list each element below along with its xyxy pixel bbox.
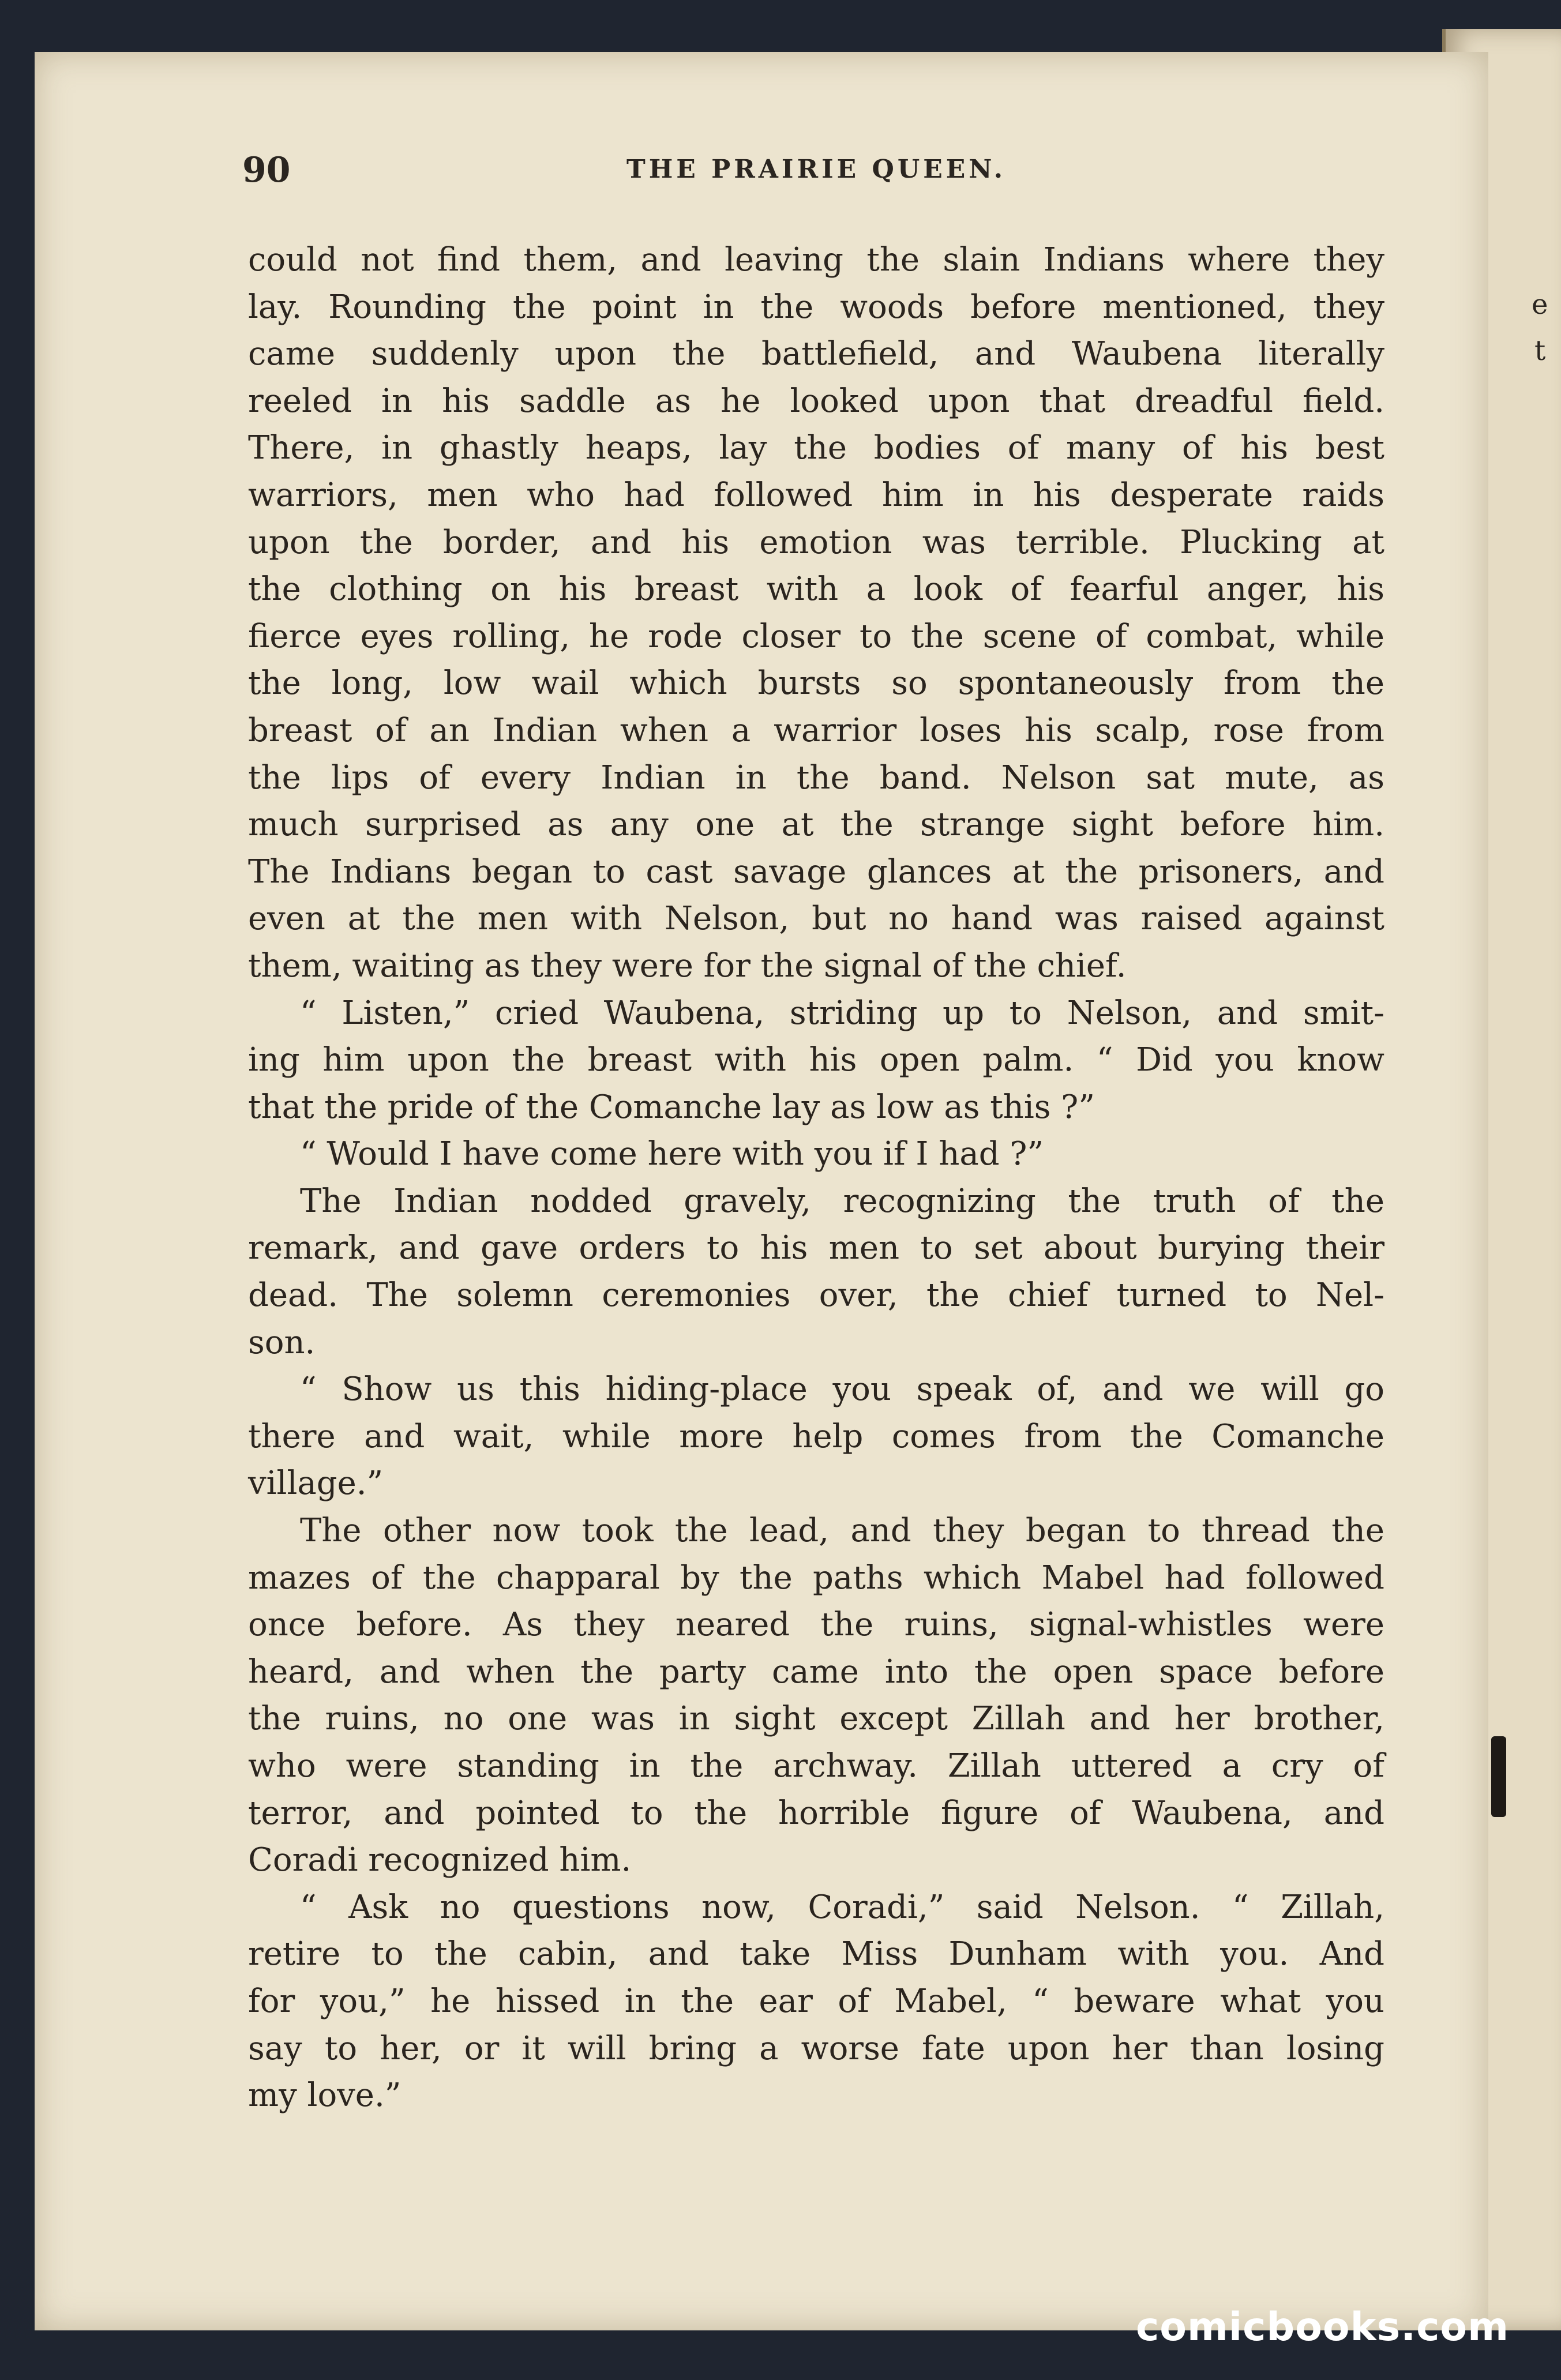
text-line: “ Would I have come here with you if I had ?”: [300, 1135, 1044, 1173]
text-line: once before. As they neared the ruins, signal-whistles were: [248, 1606, 1384, 1644]
text-line: warriors, men who had followed him in his desperate raids: [248, 476, 1384, 514]
text-line: remark, and gave orders to his men to set about burying their: [248, 1229, 1384, 1267]
watermark: comicbooks.com: [1135, 2304, 1509, 2350]
text-line: “ Listen,” cried Waubena, striding up to Nelson, and smit-: [300, 994, 1384, 1032]
text-line: the clothing on his breast with a look of fearful anger, his: [248, 570, 1384, 609]
text-line: for you,” he hissed in the ear of Mabel, “ beware what you: [248, 1982, 1384, 2020]
text-line: The Indian nodded gravely, recognizing the truth of the: [300, 1182, 1384, 1220]
text-line: ing him upon the breast with his open palm. “ Did you know: [248, 1041, 1384, 1079]
binding-mark: [1491, 1736, 1506, 1817]
text-line: them, waiting as they were for the signal of the chief.: [248, 947, 1127, 985]
text-line: The Indians began to cast savage glances at the prisoners, and: [248, 853, 1384, 891]
text-line: son.: [248, 1323, 316, 1361]
text-line: retire to the cabin, and take Miss Dunham with you. And: [248, 1935, 1384, 1973]
body-text: [248, 237, 1384, 2119]
text-line: upon the border, and his emotion was terrible. Plucking at: [248, 523, 1384, 561]
text-line: the long, low wail which bursts so spontaneously from the: [248, 665, 1384, 703]
text-line: There, in ghastly heaps, lay the bodies of many of his best: [248, 429, 1384, 467]
text-line: Coradi recognized him.: [248, 1841, 632, 1879]
text-line: the lips of every Indian in the band. Nelson sat mute, as: [248, 759, 1384, 797]
text-line: breast of an Indian when a warrior loses his scalp, rose from: [248, 711, 1384, 749]
text-line: The other now took the lead, and they began to thread the: [300, 1512, 1384, 1550]
text-line: who were standing in the archway. Zillah uttered a cry of: [248, 1747, 1384, 1785]
text-line: the ruins, no one was in sight except Zillah and her brother,: [248, 1700, 1384, 1738]
text-line: could not find them, and leaving the slain Indians where they: [248, 241, 1384, 279]
text-line: there and wait, while more help comes from the Comanche: [248, 1417, 1384, 1455]
facing-page-fragment: e: [1532, 288, 1548, 321]
text-line: that the pride of the Comanche lay as low as this ?”: [248, 1088, 1095, 1126]
text-line: terror, and pointed to the horrible figure of Waubena, and: [248, 1794, 1384, 1832]
running-title: THE PRAIRIE QUEEN.: [626, 155, 1007, 184]
text-line: “ Ask no questions now, Coradi,” said Nelson. “ Zillah,: [300, 1888, 1384, 1926]
text-line: say to her, or it will bring a worse fate upon her than losing: [248, 2029, 1384, 2067]
text-line: my love.”: [248, 2077, 401, 2115]
text-line: village.”: [248, 1465, 384, 1503]
text-line: mazes of the chapparal by the paths which Mabel had followed: [248, 1559, 1384, 1597]
text-line: lay. Rounding the point in the woods before mentioned, they: [248, 288, 1384, 326]
text-line: reeled in his saddle as he looked upon that dreadful field.: [248, 382, 1384, 420]
facing-page-fragment: t: [1534, 335, 1546, 367]
text-line: came suddenly upon the battlefield, and Waubena literally: [248, 335, 1384, 373]
text-line: “ Show us this hiding-place you speak of, and we will go: [300, 1371, 1384, 1409]
text-line: heard, and when the party came into the open space before: [248, 1653, 1384, 1691]
text-line: fierce eyes rolling, he rode closer to the scene of combat, while: [248, 617, 1384, 655]
text-line: dead. The solemn ceremonies over, the chief turned to Nel-: [248, 1277, 1384, 1315]
text-line: even at the men with Nelson, but no hand was raised against: [248, 900, 1384, 938]
page-header: [242, 150, 1390, 196]
text-line: much surprised as any one at the strange sight before him.: [248, 806, 1384, 844]
page-number: 90: [242, 150, 291, 190]
